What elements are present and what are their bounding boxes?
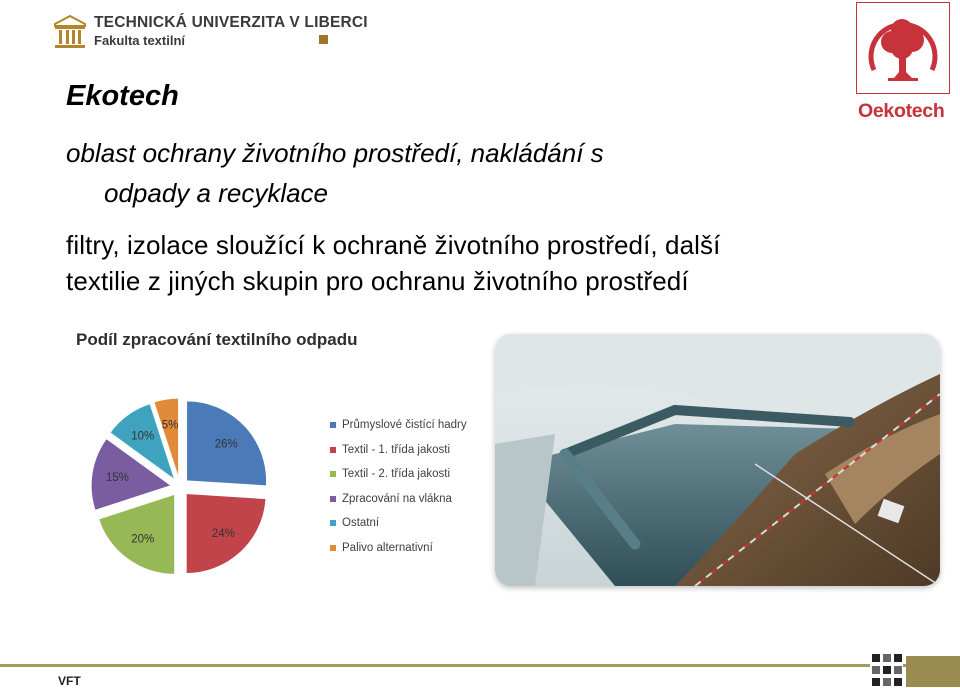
logo-square-accent xyxy=(319,35,328,44)
legend-swatch-2 xyxy=(330,447,336,453)
legend-item-2 xyxy=(330,438,480,463)
legend-item-1 xyxy=(330,413,480,438)
checker-logo-icon xyxy=(872,654,902,687)
legend-label-3: Textil - 2. třída jakosti xyxy=(342,468,451,481)
legend-item-5 xyxy=(330,511,480,536)
tree-icon xyxy=(864,8,942,88)
legend-swatch-1 xyxy=(330,422,336,428)
slide-body-text xyxy=(66,227,946,299)
oil-containment-boom-on-water-photo xyxy=(495,334,940,586)
chart-legend xyxy=(330,413,480,560)
tul-building-logo-icon xyxy=(52,14,88,50)
oekotech-logo xyxy=(856,2,952,126)
pie-data-label-2: 24% xyxy=(211,528,235,541)
legend-label-1: Průmyslové čistící hadry xyxy=(342,419,467,432)
subtitle-line-1: oblast ochrany životního prostředí, nakládání s xyxy=(66,138,604,168)
legend-swatch-6 xyxy=(330,545,336,551)
pie-chart-plot xyxy=(60,372,320,592)
pie-data-label-5: 10% xyxy=(131,430,155,443)
slide-subtitle xyxy=(66,133,826,213)
university-logo xyxy=(52,14,368,54)
footer-accent-bar xyxy=(906,656,960,687)
university-name: TECHNICKÁ UNIVERZITA V LIBERCI xyxy=(94,14,368,31)
footer-label: VFT xyxy=(58,674,81,688)
legend-label-5: Ostatní xyxy=(342,517,380,530)
legend-item-6 xyxy=(330,536,480,561)
subtitle-line-2: odpady a recyklace xyxy=(104,178,329,208)
pie-data-label-6: 5% xyxy=(161,419,179,432)
oekotech-logo-text: Oekotech xyxy=(858,100,945,122)
body-line-2: textilie z jiných skupin pro ochranu životního prostředí xyxy=(66,266,689,296)
legend-label-2: Textil - 1. třída jakosti xyxy=(342,443,451,456)
photo-illustration xyxy=(495,334,940,586)
pie-data-label-3: 20% xyxy=(131,533,155,546)
legend-item-4 xyxy=(330,487,480,512)
legend-label-4: Zpracování na vlákna xyxy=(342,492,452,505)
pie-data-label-1: 26% xyxy=(214,438,238,451)
slide-title: Ekotech xyxy=(66,80,179,112)
legend-label-6: Palivo alternativní xyxy=(342,541,433,554)
footer-line xyxy=(0,664,870,667)
pie-data-label-4: 15% xyxy=(105,472,129,485)
legend-swatch-3 xyxy=(330,471,336,477)
legend-swatch-4 xyxy=(330,496,336,502)
body-line-1: filtry, izolace sloužící k ochraně životního prostředí, další xyxy=(66,230,721,260)
pie-chart xyxy=(60,322,480,592)
legend-item-3 xyxy=(330,462,480,487)
legend-swatch-5 xyxy=(330,520,336,526)
chart-title: Podíl zpracování textilního odpadu xyxy=(76,330,358,349)
faculty-name: Fakulta textilní xyxy=(94,33,186,48)
